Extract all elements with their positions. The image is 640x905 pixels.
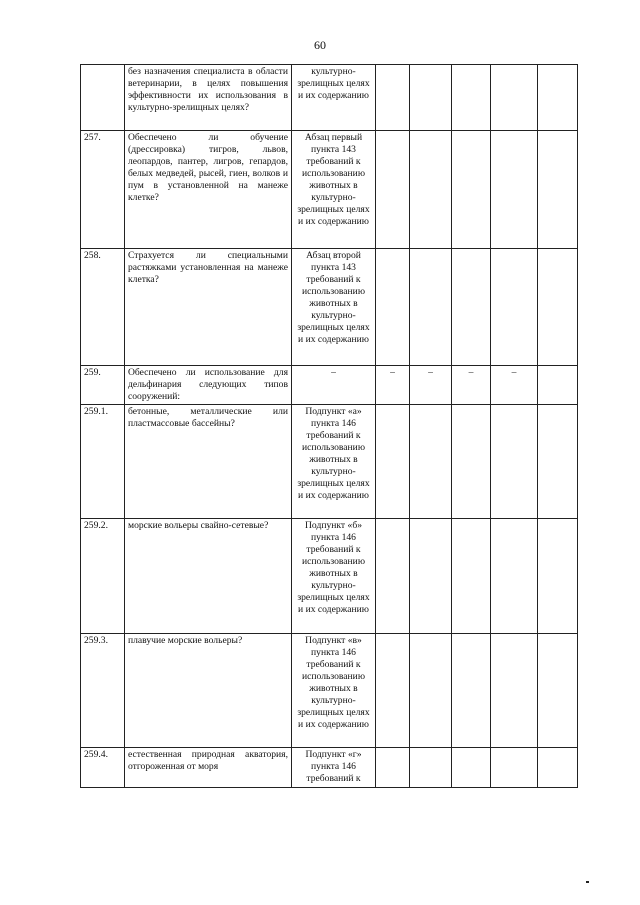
table-row (81, 366, 578, 405)
question-cell: морские вольеры свайно-сетевые? (125, 518, 292, 633)
answer-cell: – (491, 366, 538, 405)
table-row (81, 249, 578, 366)
answer-cell (376, 249, 410, 366)
answer-cell (452, 747, 491, 787)
answer-cell (376, 633, 410, 747)
answer-cell (410, 633, 452, 747)
answer-cell: – (452, 366, 491, 405)
reference-cell: – (292, 366, 376, 405)
answer-cell (491, 404, 538, 518)
answer-cell (538, 633, 578, 747)
question-cell: Обеспечено ли обучение (дрессировка) тигров, львов, леопардов, пантер, лигров, гепардов, белых медведей, рысей, гиен, волков и пум в установленной на манеже клетке? (125, 131, 292, 249)
reference-cell: культурно-зрелищных целях и их содержанию (292, 65, 376, 131)
question-cell: без назначения специалиста в области ветеринарии, в целях повышения эффективности их использования в культурно-зрелищных целях? (125, 65, 292, 131)
answer-cell (410, 404, 452, 518)
table-row (81, 518, 578, 633)
answer-cell (452, 65, 491, 131)
answer-cell (538, 518, 578, 633)
question-cell: Обеспечено ли использование для дельфинария следующих типов сооружений: (125, 366, 292, 405)
answer-cell (538, 65, 578, 131)
answer-cell (410, 518, 452, 633)
checklist-table (80, 64, 578, 788)
row-number: 259. (81, 366, 125, 405)
row-number: 259.4. (81, 747, 125, 787)
table-row (81, 404, 578, 518)
answer-cell (376, 518, 410, 633)
stray-ink-mark (586, 881, 589, 883)
answer-cell (491, 131, 538, 249)
row-number: 259.2. (81, 518, 125, 633)
question-cell: естественная природная акватория, отгороженная от моря (125, 747, 292, 787)
row-number: 257. (81, 131, 125, 249)
answer-cell (410, 747, 452, 787)
question-cell: бетонные, металлические или пластмассовые бассейны? (125, 404, 292, 518)
table-row (81, 633, 578, 747)
answer-cell (538, 131, 578, 249)
row-number (81, 65, 125, 131)
reference-cell: Абзац второй пункта 143 требований к использованию животных в культурно-зрелищных целях и их содержанию (292, 249, 376, 366)
table-row (81, 747, 578, 787)
answer-cell (410, 65, 452, 131)
row-number: 259.1. (81, 404, 125, 518)
reference-cell: Подпункт «б» пункта 146 требований к использованию животных в культурно-зрелищных целях и их содержанию (292, 518, 376, 633)
row-number: 258. (81, 249, 125, 366)
answer-cell (538, 747, 578, 787)
answer-cell (410, 131, 452, 249)
table-row (81, 131, 578, 249)
answer-cell (491, 249, 538, 366)
answer-cell: – (376, 366, 410, 405)
question-cell: Страхуется ли специальными растяжками установленная на манеже клетка? (125, 249, 292, 366)
answer-cell (376, 131, 410, 249)
answer-cell (452, 404, 491, 518)
reference-cell: Подпункт «в» пункта 146 требований к использованию животных в культурно-зрелищных целях и их содержанию (292, 633, 376, 747)
answer-cell: – (410, 366, 452, 405)
reference-cell: Абзац первый пункта 143 требований к использованию животных в культурно-зрелищных целях и их содержанию (292, 131, 376, 249)
answer-cell (452, 633, 491, 747)
answer-cell (376, 747, 410, 787)
answer-cell (491, 747, 538, 787)
answer-cell (376, 404, 410, 518)
answer-cell (538, 366, 578, 405)
answer-cell (491, 518, 538, 633)
answer-cell (452, 249, 491, 366)
answer-cell (410, 249, 452, 366)
answer-cell (538, 404, 578, 518)
answer-cell (376, 65, 410, 131)
reference-cell: Подпункт «а» пункта 146 требований к использованию животных в культурно-зрелищных целях и их содержанию (292, 404, 376, 518)
reference-cell: Подпункт «г» пункта 146 требований к (292, 747, 376, 787)
question-cell: плавучие морские вольеры? (125, 633, 292, 747)
table-row (81, 65, 578, 131)
page-number: 60 (314, 38, 326, 52)
answer-cell (452, 131, 491, 249)
row-number: 259.3. (81, 633, 125, 747)
answer-cell (491, 65, 538, 131)
answer-cell (538, 249, 578, 366)
answer-cell (452, 518, 491, 633)
answer-cell (491, 633, 538, 747)
